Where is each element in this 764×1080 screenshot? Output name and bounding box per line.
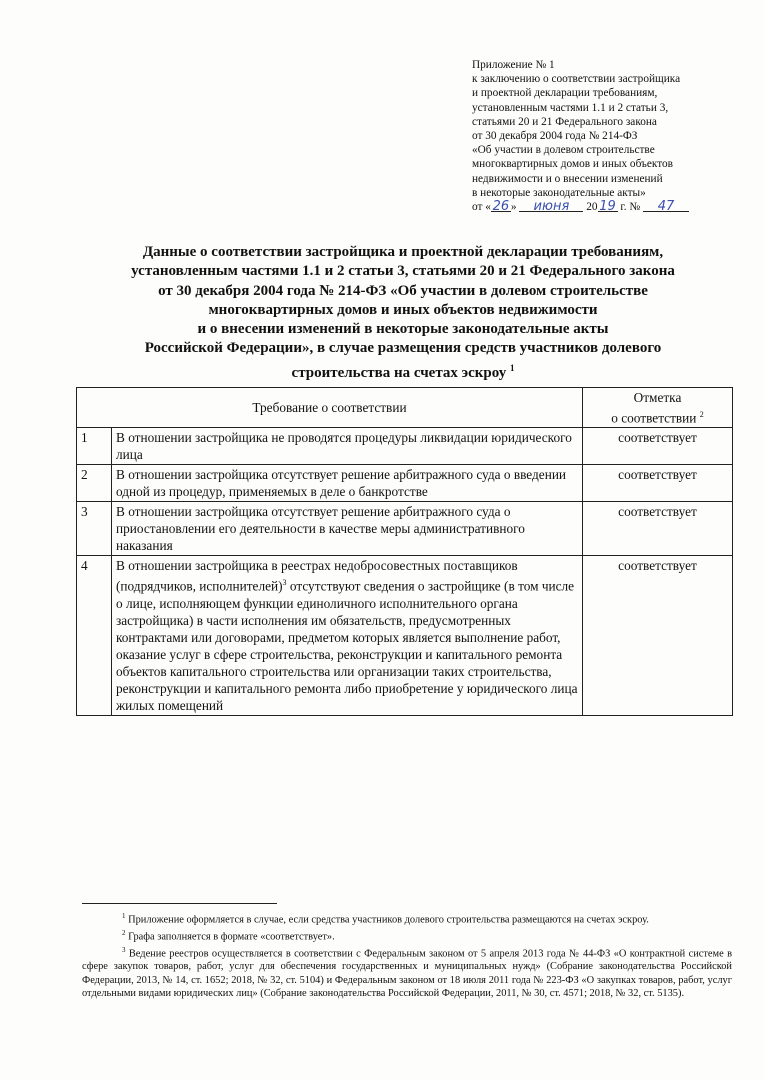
footnotes (82, 910, 732, 1000)
number-handwritten: 47 (657, 199, 675, 215)
footnote-text: Приложение оформляется в случае, если средства участников долевого строительства размещаются на счетах эскроу. (128, 914, 649, 926)
appendix-line: установленным частями 1.1 и 2 статьи 3, (472, 101, 669, 114)
header-mark-ref: 2 (699, 410, 704, 419)
row-requirement: В отношении застройщика отсутствует решение арбитражного суда о введении одной из процедур, применяемых в деле о банкротстве (112, 465, 583, 502)
row-mark: соответствует (583, 465, 733, 502)
appendix-date-line (472, 200, 732, 214)
footnote-ref: 2 (122, 928, 126, 937)
date-prefix: от « (472, 201, 491, 214)
footnote (82, 944, 732, 1001)
footnote-ref: 3 (122, 945, 126, 954)
row-requirement-part: отсутствуют сведения о застройщике (в том числе о лице, исполняющем функции единоличного исполнительного органа застройщика) в части исполнения им обязательств, предусмотренных контрактами или договорами, предметом которых является выполнение работ, оказание услуг в сфере строительства, реконструкции и капитального ремонта объектов капитального строительства или организации таких строительства, реконструкции и капитального ремонта либо приобретение у юридического лица жилых помещений (116, 578, 578, 713)
year-prefix: 20 (586, 201, 598, 214)
footnote-ref: 1 (122, 912, 126, 920)
table-row (77, 556, 733, 715)
date-day-field (491, 199, 511, 215)
header-mark-line2-wrap (587, 406, 728, 426)
title-line: Данные о соответствии застройщика и проектной декларации требованиям, (142, 244, 664, 260)
row-requirement: В отношении застройщика отсутствует решение арбитражного суда о приостановлении его деятельности в качестве меры административного наказания (112, 502, 583, 556)
appendix-line: к заключению о соответствии застройщика (472, 73, 681, 86)
appendix-line: Приложение № 1 (472, 59, 555, 71)
appendix-line: «Об участии в долевом строительстве (472, 144, 655, 157)
title-footnote-ref: 1 (509, 362, 515, 373)
row-number: 1 (77, 428, 112, 465)
row-requirement: В отношении застройщика не проводятся процедуры ликвидации юридического лица (112, 428, 583, 465)
title-line (70, 359, 736, 383)
footnote-text: Ведение реестров осуществляется в соответствии с Федеральным законом от 5 апреля 2013 года № 44-ФЗ «О контрактной системе в сфере закупок товаров, работ, услуг для обеспечения государственных и муниципальных нужд» (Собрание законодательства Российской Федерации, 2013, № 14, ст. 1652; 2018, № 32, ст. 5104) и Федеральным законом от 18 июля 2011 года № 223-ФЗ «О закупках товаров, работ, услуг отдельными видами юридических лиц» (Собрание законодательства Российской Федерации, 2011, № 30, ст. 4571; 2018, № 32, ст. 5135). (82, 948, 732, 999)
footnote (82, 910, 732, 927)
row-number: 4 (77, 556, 112, 715)
header-mark (583, 388, 733, 428)
row-number: 3 (77, 502, 112, 556)
title-line: многоквартирных домов и иных объектов недвижимости (208, 301, 598, 318)
row-mark: соответствует (583, 556, 733, 715)
title-line-text: строительства на счетах эскроу (291, 364, 507, 381)
appendix-line: недвижимости и о внесении изменений (472, 172, 663, 185)
row-requirement-part: В отношении застройщика в реестрах недобросовестных поставщиков (подрядчиков, исполнителей) (116, 558, 518, 594)
header-mark-line1: Отметка (633, 390, 682, 405)
date-month-field (519, 199, 583, 215)
appendix-line: статьями 20 и 21 Федерального закона (472, 115, 657, 128)
table-row (77, 428, 733, 465)
year-field (598, 199, 618, 215)
footnote-divider (82, 903, 277, 904)
title-line: Российской Федерации», в случае размещения средств участников долевого (144, 340, 662, 357)
footnote (82, 927, 732, 944)
date-close: » (510, 201, 517, 214)
row-number: 2 (77, 465, 112, 502)
year-handwritten: 19 (599, 199, 616, 215)
document-title (70, 243, 736, 383)
appendix-note (472, 58, 732, 214)
row-mark: соответствует (583, 502, 733, 556)
appendix-line: многоквартирных домов и иных объектов (472, 158, 674, 171)
footnote-text: Графа заполняется в формате «соответствует». (128, 931, 335, 943)
header-requirement: Требование о соответствии (77, 388, 583, 428)
row-footnote-ref: 3 (282, 578, 287, 588)
row-mark: соответствует (583, 428, 733, 465)
appendix-line: и проектной декларации требованиям, (472, 87, 658, 100)
appendix-line: в некоторые законодательные акты» (472, 186, 646, 199)
table-header-row (77, 388, 733, 428)
row-requirement (112, 556, 583, 715)
title-line: от 30 декабря 2004 года № 214-ФЗ «Об участии в долевом строительстве (158, 282, 648, 299)
table-row (77, 502, 733, 556)
appendix-line: от 30 декабря 2004 года № 214-ФЗ (472, 130, 638, 143)
requirements-table (76, 387, 733, 716)
title-line: и о внесении изменений в некоторые законодательные акты (197, 321, 609, 338)
number-field (643, 199, 689, 215)
header-mark-line2: о соответствии (611, 410, 697, 426)
number-prefix: г. № (620, 201, 641, 214)
title-line: установленным частями 1.1 и 2 статьи 3, статьями 20 и 21 Федерального закона (131, 263, 675, 280)
date-day-handwritten: 26 (492, 199, 510, 215)
date-month-handwritten: июня (533, 199, 570, 215)
table-row (77, 465, 733, 502)
